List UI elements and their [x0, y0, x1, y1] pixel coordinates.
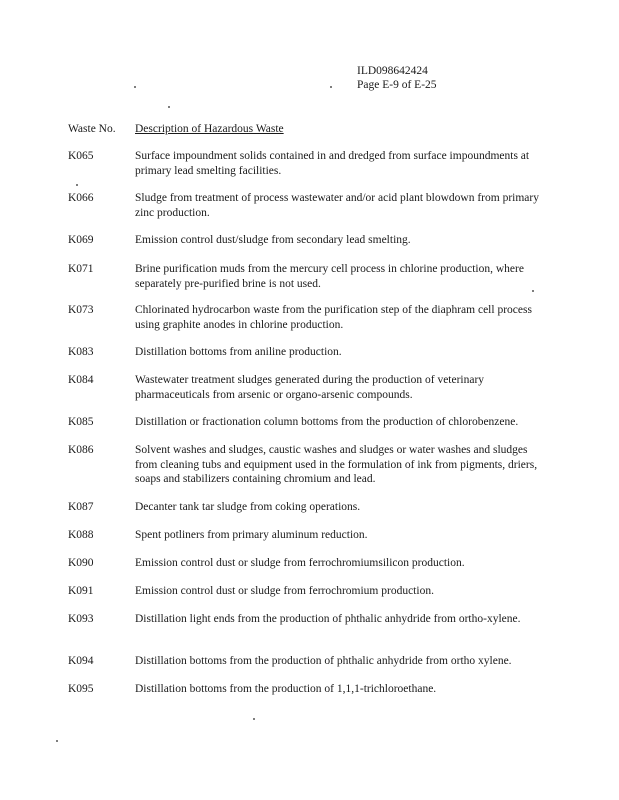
waste-description: Emission control dust/sludge from secondary lead smelting.: [135, 234, 411, 246]
waste-code: K091: [68, 585, 94, 597]
waste-description: Distillation or fractionation column bottoms from the production of chlorobenzene.: [135, 416, 519, 428]
waste-code: K088: [68, 529, 94, 541]
waste-description: Surface impoundment solids contained in and dredged from surface impoundments at primary lead smelting facilities.: [135, 150, 530, 177]
page-header: [357, 64, 437, 92]
waste-code: K066: [68, 192, 94, 204]
waste-code: K073: [68, 304, 94, 316]
page-number: Page E-9 of E-25: [357, 79, 437, 91]
waste-code: K094: [68, 655, 94, 667]
waste-description: Decanter tank tar sludge from coking operations.: [135, 501, 361, 513]
waste-code: K084: [68, 374, 94, 386]
waste-code: K065: [68, 150, 94, 162]
scan-speck: [168, 106, 170, 108]
waste-code: K086: [68, 444, 94, 456]
waste-description: Emission control dust or sludge from ferrochromium production.: [135, 585, 434, 597]
waste-code: K071: [68, 263, 94, 275]
waste-description: Distillation bottoms from the production of 1,1,1-trichloroethane.: [135, 683, 437, 695]
waste-description: Distillation light ends from the production of phthalic anhydride from ortho-xylene.: [135, 613, 521, 625]
scan-speck: [56, 740, 58, 742]
waste-code: K087: [68, 501, 94, 513]
scan-speck: [253, 718, 255, 720]
waste-description: Solvent washes and sludges, caustic washes and sludges or water washes and sludges from cleaning tubs and equipment used in the formulation of ink from pigments, driers, soaps and stabilizers containing chromium and lead.: [135, 444, 538, 485]
waste-description: Distillation bottoms from the production of phthalic anhydride from ortho xylene.: [135, 655, 512, 667]
document-id: ILD098642424: [357, 65, 428, 77]
waste-code: K069: [68, 234, 94, 246]
description-column-header: Description of Hazardous Waste: [135, 123, 284, 135]
waste-code: K095: [68, 683, 94, 695]
scan-speck: [134, 86, 136, 88]
waste-description: Chlorinated hydrocarbon waste from the purification step of the diaphram cell process using graphite anodes in chlorine production.: [135, 304, 532, 331]
scan-speck: [330, 86, 332, 88]
waste-code: K093: [68, 613, 94, 625]
waste-description: Wastewater treatment sludges generated during the production of veterinary pharmaceuticals from arsenic or organo-arsenic compounds.: [135, 374, 485, 401]
waste-code: K085: [68, 416, 94, 428]
scan-speck: [76, 184, 78, 186]
waste-code: K083: [68, 346, 94, 358]
waste-description: Sludge from treatment of process wastewater and/or acid plant blowdown from primary zinc production.: [135, 192, 539, 219]
waste-no-column-header: Waste No.: [68, 123, 116, 135]
waste-description: Emission control dust or sludge from ferrochromiumsilicon production.: [135, 557, 465, 569]
waste-description: Distillation bottoms from aniline production.: [135, 346, 342, 358]
scan-speck: [532, 290, 534, 292]
waste-code: K090: [68, 557, 94, 569]
waste-description: Brine purification muds from the mercury cell process in chlorine production, where separately pre-purified brine is not used.: [135, 263, 524, 290]
waste-description: Spent potliners from primary aluminum reduction.: [135, 529, 368, 541]
